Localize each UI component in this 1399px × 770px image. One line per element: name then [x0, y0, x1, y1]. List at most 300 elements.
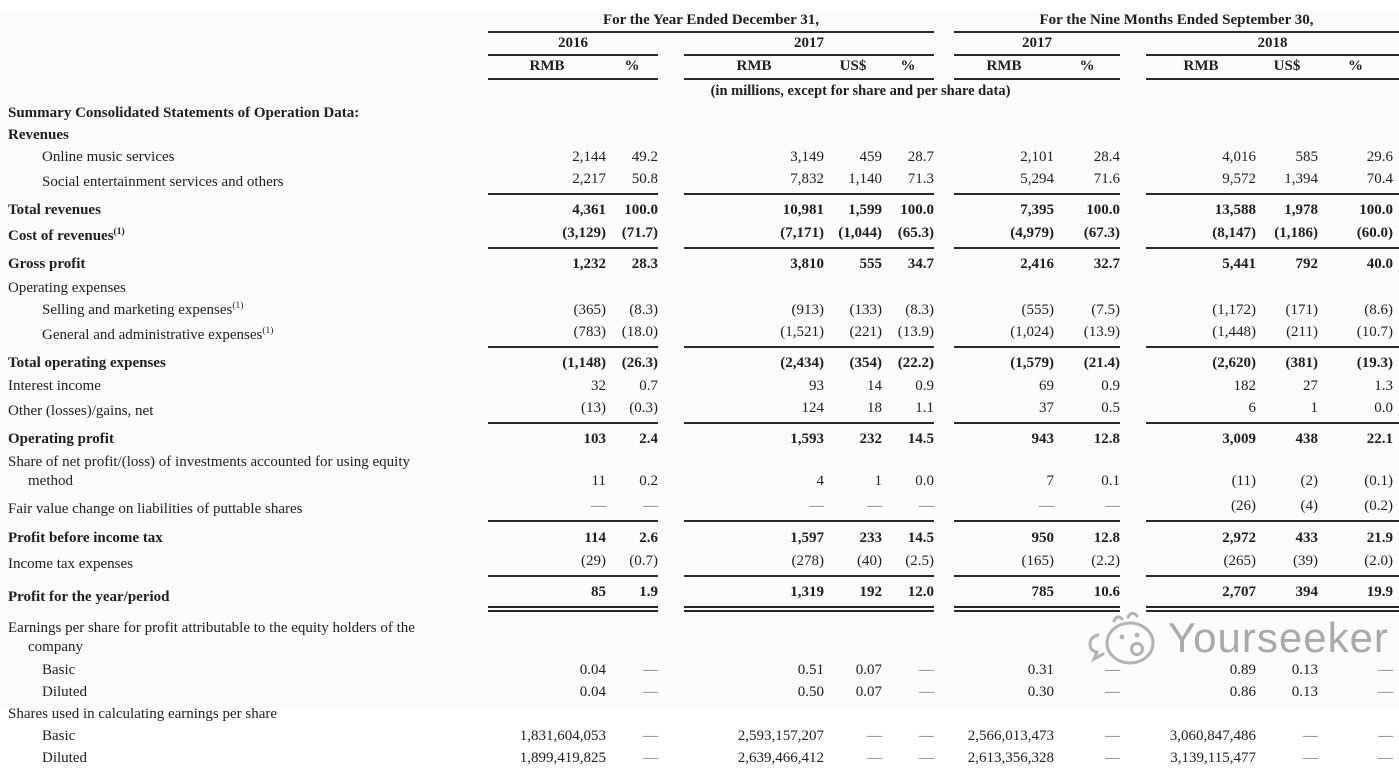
cell: 28.3	[631, 256, 658, 272]
table-row	[0, 398, 1399, 423]
column-gap	[658, 451, 684, 493]
cell: 69	[1039, 378, 1054, 394]
cell: —	[1105, 728, 1120, 744]
cell: 124	[684, 398, 824, 423]
cell: (8.3)	[629, 302, 658, 318]
column-gap	[934, 451, 954, 493]
column-gap	[658, 375, 684, 398]
cell: 10.6	[1054, 576, 1120, 609]
cell: 7,832	[684, 169, 824, 194]
cell: 40.0	[1366, 256, 1394, 272]
empty-cells	[488, 125, 1399, 147]
column-gap	[934, 10, 954, 32]
row-label: Basic	[42, 662, 76, 678]
column-gap	[1120, 659, 1146, 682]
cell: 19.9	[1318, 576, 1399, 609]
table-row	[0, 521, 1399, 550]
table-row	[0, 451, 1399, 493]
cell: —	[919, 662, 934, 678]
cell: 433	[1295, 530, 1318, 546]
column-gap	[1120, 300, 1146, 322]
unit-rmb-header: RMB	[488, 55, 606, 79]
cell: 0.1	[1101, 473, 1120, 489]
column-gap	[658, 55, 684, 79]
row-label: Profit before income tax	[8, 530, 163, 546]
cell: (2.0)	[1318, 550, 1399, 576]
row-label: Selling and marketing expenses$^{(1)}$	[42, 301, 244, 318]
cell: 2,416	[1020, 256, 1054, 272]
row-label: Online music services	[42, 149, 175, 165]
cell: (8,147)	[1146, 222, 1256, 248]
column-gap	[934, 194, 954, 222]
column-gap	[1120, 576, 1146, 609]
column-gap	[934, 521, 954, 550]
row-label: Earnings per share for profit attributable to the equity holders of the company	[8, 620, 415, 655]
table-row	[0, 194, 1399, 222]
cell: 0.07	[855, 684, 882, 700]
cell: 0.50	[797, 684, 824, 700]
column-gap	[658, 550, 684, 576]
cell: 1.1	[882, 398, 934, 423]
cell: 182	[1233, 378, 1256, 394]
column-gap	[934, 300, 954, 322]
column-gap	[658, 147, 684, 169]
cell: (1,579)	[1010, 355, 1054, 371]
cell: (18.0)	[606, 322, 658, 347]
cell: (60.0)	[1318, 222, 1399, 248]
cell: 28.7	[907, 149, 934, 165]
cell: —	[867, 750, 882, 766]
table-row	[0, 125, 1399, 147]
row-label: Diluted	[42, 750, 87, 766]
cell: 13,588	[1214, 202, 1256, 218]
column-gap	[934, 169, 954, 194]
table-row	[0, 748, 1399, 770]
cell: (4)	[1256, 493, 1318, 521]
table-row	[0, 222, 1399, 248]
cell: 1,593	[790, 431, 824, 447]
cell: 3,149	[790, 149, 824, 165]
column-gap	[934, 248, 954, 276]
table-row	[0, 423, 1399, 451]
cell: 1,597	[790, 530, 824, 546]
year-2017-header: 2017	[684, 32, 934, 55]
column-gap	[658, 300, 684, 322]
row-label: Cost of revenues$^{(1)}$	[8, 227, 125, 244]
cell: —	[1105, 684, 1120, 700]
column-gap	[934, 726, 954, 748]
cell: (265)	[1146, 550, 1256, 576]
cell: 1,140	[824, 169, 882, 194]
cell: (0.3)	[606, 398, 658, 423]
cell: 114	[584, 530, 606, 546]
cell: 0.86	[1229, 684, 1256, 700]
row-label: Interest income	[8, 378, 101, 394]
row-label: Operating profit	[8, 431, 114, 447]
cell: (1,044)	[824, 222, 882, 248]
cell: —	[882, 493, 934, 521]
column-gap	[934, 550, 954, 576]
column-gap	[1120, 322, 1146, 347]
cell: 3,060,847,486	[1169, 728, 1256, 744]
cell: —	[1378, 750, 1394, 766]
cell: (2,434)	[780, 355, 824, 371]
column-gap	[1120, 726, 1146, 748]
cell: (1,172)	[1212, 302, 1256, 318]
table-row	[0, 609, 1399, 659]
cell: (39)	[1256, 550, 1318, 576]
cell: 10,981	[782, 202, 824, 218]
cell: 0.04	[579, 662, 606, 678]
table-body	[0, 103, 1399, 770]
cell: (1,448)	[1146, 322, 1256, 347]
cell: 1.3	[1374, 378, 1394, 394]
cell: (65.3)	[882, 222, 934, 248]
table-row	[0, 726, 1399, 748]
cell: 7,395	[1020, 202, 1054, 218]
cell: (913)	[791, 302, 824, 318]
cell: (381)	[1285, 355, 1318, 371]
cell: —	[919, 684, 934, 700]
cell: 0.2	[639, 473, 658, 489]
cell: (3,129)	[488, 222, 606, 248]
row-label: Operating expenses	[8, 280, 126, 296]
cell: 0.30	[1027, 684, 1054, 700]
cell: —	[684, 493, 824, 521]
empty-cells	[488, 103, 1399, 125]
cell: 32.7	[1093, 256, 1120, 272]
cell: 0.51	[797, 662, 824, 678]
cell: (211)	[1256, 322, 1318, 347]
cell: 29.6	[1366, 149, 1394, 165]
cell: 71.3	[882, 169, 934, 194]
cell: —	[1105, 662, 1120, 678]
column-gap	[658, 726, 684, 748]
header-unit-row	[0, 55, 1399, 79]
column-gap	[934, 347, 954, 375]
table-row	[0, 322, 1399, 347]
column-gap	[658, 576, 684, 609]
cell: (29)	[488, 550, 606, 576]
cell: 0.9	[1101, 378, 1120, 394]
cell: (21.4)	[1083, 355, 1120, 371]
column-gap	[1120, 147, 1146, 169]
column-gap	[1120, 169, 1146, 194]
cell: 394	[1256, 576, 1318, 609]
cell: 2.6	[639, 530, 658, 546]
cell: 103	[583, 431, 606, 447]
table-row	[0, 169, 1399, 194]
cell: 85	[488, 576, 606, 609]
cell: (165)	[954, 550, 1054, 576]
cell: (0.1)	[1364, 473, 1394, 489]
cell: (783)	[488, 322, 606, 347]
cell: 1,394	[1256, 169, 1318, 194]
cell: 1,599	[848, 202, 882, 218]
column-gap	[1120, 222, 1146, 248]
cell: —	[488, 493, 606, 521]
cell: 3,009	[1222, 431, 1256, 447]
cell: 12.8	[1093, 431, 1120, 447]
table-row	[0, 550, 1399, 576]
cell: 785	[954, 576, 1054, 609]
cell: 50.8	[606, 169, 658, 194]
column-gap	[658, 222, 684, 248]
row-label: Other (losses)/gains, net	[8, 403, 154, 419]
cell: (13)	[488, 398, 606, 423]
period-nine-months-header: For the Nine Months Ended September 30,	[954, 10, 1399, 32]
cell: 0.31	[1027, 662, 1054, 678]
cell: 0.7	[639, 378, 658, 394]
cell: 0.04	[579, 684, 606, 700]
financial-table	[0, 10, 1399, 770]
table-header	[0, 10, 1399, 103]
empty-cells	[488, 276, 1399, 300]
period-year-header: For the Year Ended December 31,	[488, 10, 934, 32]
watermark-text: Yourseeker	[1168, 614, 1389, 661]
cell: 7	[1046, 473, 1054, 489]
cell: 4,361	[572, 202, 606, 218]
column-gap	[1120, 55, 1146, 79]
table-row	[0, 576, 1399, 609]
header-spacer	[0, 10, 488, 32]
cell: 2,217	[488, 169, 606, 194]
year-2016-header: 2016	[488, 32, 658, 55]
cell: —	[954, 493, 1054, 521]
column-gap	[934, 322, 954, 347]
row-label: Basic	[42, 728, 76, 744]
column-gap	[658, 347, 684, 375]
cell: 792	[1295, 256, 1318, 272]
table-row	[0, 682, 1399, 704]
cell: 555	[859, 256, 882, 272]
cell: —	[1378, 684, 1394, 700]
column-gap	[934, 423, 954, 451]
row-label: Total operating expenses	[8, 355, 166, 371]
cell: 2,144	[572, 149, 606, 165]
cell: 3,139,115,477	[1170, 750, 1256, 766]
cell: 459	[859, 149, 882, 165]
cell: 2.4	[639, 431, 658, 447]
cell: 6	[1146, 398, 1256, 423]
row-label: Diluted	[42, 684, 87, 700]
table-row	[0, 276, 1399, 300]
cell: 1,831,604,053	[519, 728, 606, 744]
cell: 0.89	[1229, 662, 1256, 678]
cell: (354)	[849, 355, 882, 371]
cell: 192	[824, 576, 882, 609]
cell: 943	[1031, 431, 1054, 447]
cell: (0.7)	[606, 550, 658, 576]
cell: (1,186)	[1256, 222, 1318, 248]
cell: 0.13	[1291, 684, 1318, 700]
column-gap	[934, 147, 954, 169]
table-row	[0, 147, 1399, 169]
cell: (278)	[684, 550, 824, 576]
column-gap	[934, 222, 954, 248]
cell: (8.6)	[1364, 302, 1394, 318]
cell: —	[606, 493, 658, 521]
cell: 71.6	[1054, 169, 1120, 194]
cell: 2,566,013,473	[967, 728, 1054, 744]
unit-pct-header: %	[1054, 55, 1120, 79]
header-note-row	[0, 79, 1399, 103]
column-gap	[934, 576, 954, 609]
cell: 14	[867, 378, 882, 394]
cell: 5,441	[1222, 256, 1256, 272]
cell: —	[1303, 728, 1318, 744]
cell: (7,171)	[684, 222, 824, 248]
column-gap	[934, 659, 954, 682]
header-spacer	[0, 55, 488, 79]
unit-pct-header: %	[1318, 55, 1399, 79]
cell: 21.9	[1366, 530, 1394, 546]
cell: 34.7	[907, 256, 934, 272]
row-label: General and administrative expenses$^{(1)}$	[42, 326, 274, 343]
cell: 0.9	[915, 378, 934, 394]
cell: 5,294	[954, 169, 1054, 194]
column-gap	[658, 248, 684, 276]
cell: —	[643, 662, 658, 678]
column-gap	[1120, 748, 1146, 770]
cell: —	[1303, 750, 1318, 766]
column-gap	[658, 398, 684, 423]
row-label: Summary Consolidated Statements of Operation Data:	[8, 105, 360, 121]
column-gap	[1120, 493, 1146, 521]
empty-cells	[488, 704, 1399, 726]
column-gap	[658, 194, 684, 222]
cell: (133)	[849, 302, 882, 318]
cell: 11	[591, 473, 606, 489]
cell: (171)	[1285, 302, 1318, 318]
row-label: Gross profit	[8, 256, 86, 272]
column-gap	[934, 682, 954, 704]
cell: 27	[1303, 378, 1318, 394]
cell: —	[919, 750, 934, 766]
cell: (2)	[1300, 473, 1318, 489]
column-gap	[658, 682, 684, 704]
cell: 585	[1295, 149, 1318, 165]
cell: 0.07	[855, 662, 882, 678]
table-row	[0, 493, 1399, 521]
column-gap	[1120, 248, 1146, 276]
cell: 1	[874, 473, 882, 489]
cell: (4,979)	[954, 222, 1054, 248]
cell: (71.7)	[606, 222, 658, 248]
cell: —	[919, 728, 934, 744]
units-note: (in millions, except for share and per share data)	[710, 83, 1011, 99]
cell: 0.0	[915, 473, 934, 489]
cell: 1.9	[606, 576, 658, 609]
cell: (0.2)	[1318, 493, 1399, 521]
table-row	[0, 704, 1399, 726]
column-gap	[658, 169, 684, 194]
cell: 438	[1295, 431, 1318, 447]
unit-rmb-header: RMB	[954, 55, 1054, 79]
cell: 232	[859, 431, 882, 447]
table-row	[0, 659, 1399, 682]
cell: —	[643, 750, 658, 766]
column-gap	[1120, 550, 1146, 576]
unit-rmb-header: RMB	[684, 55, 824, 79]
cell: 4,016	[1222, 149, 1256, 165]
cell: 3,810	[790, 256, 824, 272]
row-label: Shares used in calculating earnings per share	[8, 706, 278, 722]
column-gap	[1120, 682, 1146, 704]
cell: 0.0	[1318, 398, 1399, 423]
cell: 100.0	[1359, 202, 1394, 218]
cell: (67.3)	[1054, 222, 1120, 248]
cell: (40)	[824, 550, 882, 576]
cell: 93	[809, 378, 824, 394]
cell: 2,613,356,328	[967, 750, 1054, 766]
cell: —	[643, 728, 658, 744]
cell: 1,899,419,825	[519, 750, 606, 766]
header-year-row	[0, 32, 1399, 55]
column-gap	[1120, 521, 1146, 550]
column-gap	[1120, 398, 1146, 423]
table-row	[0, 375, 1399, 398]
cell: 950	[1031, 530, 1054, 546]
cell: 1,319	[684, 576, 824, 609]
cell: (19.3)	[1356, 355, 1394, 371]
cell: 100.0	[624, 202, 658, 218]
cell: —	[1054, 493, 1120, 521]
cell: (1,148)	[562, 355, 606, 371]
nine-months-2018-header: 2018	[1146, 32, 1399, 55]
cell: —	[824, 493, 882, 521]
column-gap	[658, 521, 684, 550]
cell: 9,572	[1146, 169, 1256, 194]
column-gap	[1120, 347, 1146, 375]
cell: (7.5)	[1091, 302, 1120, 318]
cell: 28.4	[1093, 149, 1120, 165]
cell: (2.5)	[882, 550, 934, 576]
cell: 100.0	[1086, 202, 1120, 218]
column-gap	[1120, 375, 1146, 398]
cell: —	[867, 728, 882, 744]
cell: 14.5	[907, 431, 934, 447]
cell: —	[643, 684, 658, 700]
cell: 37	[954, 398, 1054, 423]
cell: —	[1378, 662, 1394, 678]
cell: 32	[591, 378, 606, 394]
nine-months-2017-header: 2017	[954, 32, 1120, 55]
column-gap	[934, 748, 954, 770]
cell: (2.2)	[1054, 550, 1120, 576]
cell: (8.3)	[905, 302, 934, 318]
column-gap	[934, 493, 954, 521]
cell: 2,972	[1222, 530, 1256, 546]
cell: 1	[1256, 398, 1318, 423]
row-label: Fair value change on liabilities of puttable shares	[8, 501, 303, 517]
row-label: Share of net profit/(loss) of investments accounted for using equity method	[8, 454, 410, 489]
cell: 12.0	[882, 576, 934, 609]
column-gap	[658, 32, 684, 55]
cell: 4	[816, 473, 824, 489]
cell: 1,978	[1284, 202, 1318, 218]
row-label: Revenues	[8, 127, 69, 143]
column-gap	[658, 322, 684, 347]
column-gap	[934, 55, 954, 79]
cell: 2,707	[1146, 576, 1256, 609]
unit-pct-header: %	[606, 55, 658, 79]
cell: 18	[824, 398, 882, 423]
table-row	[0, 248, 1399, 276]
unit-usd-header: US$	[824, 55, 882, 79]
cell: 2,593,157,207	[737, 728, 824, 744]
table-row	[0, 103, 1399, 125]
